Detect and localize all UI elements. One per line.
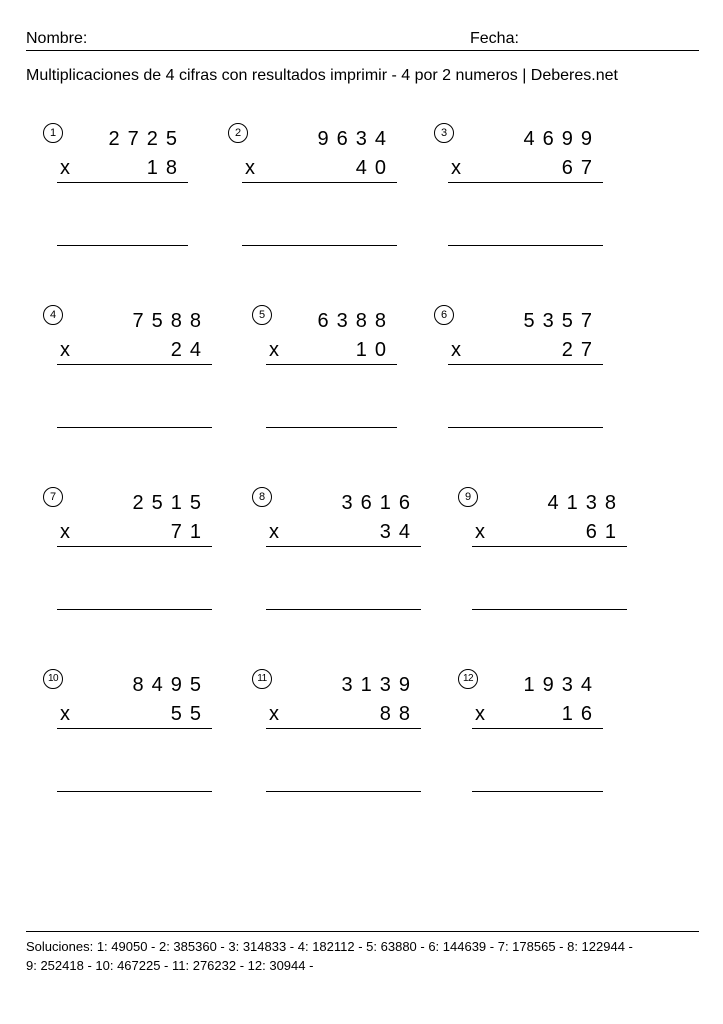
multiplicand: 8495 <box>132 674 209 696</box>
problem-number: 11 <box>252 669 272 689</box>
multiplier: 40 <box>355 157 394 179</box>
multiplier: 16 <box>561 703 600 725</box>
worksheet-title: Multiplicaciones de 4 cifras con resultados imprimir - 4 por 2 numeros | Deberes.net <box>26 67 618 84</box>
times-sign: x <box>269 521 279 543</box>
times-sign: x <box>475 521 485 543</box>
answer-line <box>242 245 397 246</box>
times-sign: x <box>60 157 70 179</box>
problem-number: 4 <box>43 305 63 325</box>
product-line <box>57 364 212 365</box>
times-sign: x <box>269 339 279 361</box>
product-line <box>266 728 421 729</box>
product-line <box>57 546 212 547</box>
problem-number: 1 <box>43 123 63 143</box>
product-line <box>472 546 627 547</box>
problem-number: 5 <box>252 305 272 325</box>
fecha-label: Fecha: <box>470 30 519 47</box>
multiplier: 24 <box>170 339 209 361</box>
product-line <box>448 182 603 183</box>
multiplier: 61 <box>585 521 624 543</box>
multiplicand: 3139 <box>341 674 418 696</box>
product-line <box>57 182 188 183</box>
problem-number: 8 <box>252 487 272 507</box>
answer-line <box>472 609 627 610</box>
multiplicand: 9634 <box>317 128 394 150</box>
multiplicand: 4138 <box>547 492 624 514</box>
multiplier: 34 <box>379 521 418 543</box>
answer-line <box>57 245 188 246</box>
times-sign: x <box>245 157 255 179</box>
multiplier: 10 <box>355 339 394 361</box>
product-line <box>57 728 212 729</box>
problem-number: 9 <box>458 487 478 507</box>
product-line <box>266 364 397 365</box>
problem-number: 3 <box>434 123 454 143</box>
problem-number: 10 <box>43 669 63 689</box>
multiplier: 55 <box>170 703 209 725</box>
times-sign: x <box>269 703 279 725</box>
footer-divider <box>26 931 699 932</box>
product-line <box>448 364 603 365</box>
answer-line <box>448 245 603 246</box>
solutions-text <box>26 937 716 975</box>
times-sign: x <box>475 703 485 725</box>
multiplier: 71 <box>170 521 209 543</box>
problem-number: 6 <box>434 305 454 325</box>
times-sign: x <box>60 703 70 725</box>
multiplicand: 4699 <box>523 128 600 150</box>
multiplicand: 3616 <box>341 492 418 514</box>
multiplicand: 1934 <box>523 674 600 696</box>
multiplicand: 2725 <box>108 128 185 150</box>
problem-number: 7 <box>43 487 63 507</box>
answer-line <box>266 609 421 610</box>
multiplier: 88 <box>379 703 418 725</box>
answer-line <box>57 427 212 428</box>
times-sign: x <box>60 339 70 361</box>
times-sign: x <box>60 521 70 543</box>
times-sign: x <box>451 157 461 179</box>
answer-line <box>57 791 212 792</box>
problem-number: 12 <box>458 669 478 689</box>
product-line <box>472 728 603 729</box>
times-sign: x <box>451 339 461 361</box>
answer-line <box>266 427 397 428</box>
solutions-line-2: 9: 252418 - 10: 467225 - 11: 276232 - 12: 30944 - <box>26 958 314 973</box>
answer-line <box>472 791 603 792</box>
header-divider <box>26 50 699 51</box>
multiplier: 18 <box>146 157 185 179</box>
multiplier: 27 <box>561 339 600 361</box>
multiplicand: 2515 <box>132 492 209 514</box>
answer-line <box>266 791 421 792</box>
multiplicand: 5357 <box>523 310 600 332</box>
multiplier: 67 <box>561 157 600 179</box>
solutions-line-1: Soluciones: 1: 49050 - 2: 385360 - 3: 314833 - 4: 182112 - 5: 63880 - 6: 144639 - 7: 178565 - 8: 122944 - <box>26 939 633 954</box>
product-line <box>266 546 421 547</box>
product-line <box>242 182 397 183</box>
nombre-label: Nombre: <box>26 30 88 47</box>
problem-number: 2 <box>228 123 248 143</box>
answer-line <box>448 427 603 428</box>
answer-line <box>57 609 212 610</box>
multiplicand: 6388 <box>317 310 394 332</box>
multiplicand: 7588 <box>132 310 209 332</box>
